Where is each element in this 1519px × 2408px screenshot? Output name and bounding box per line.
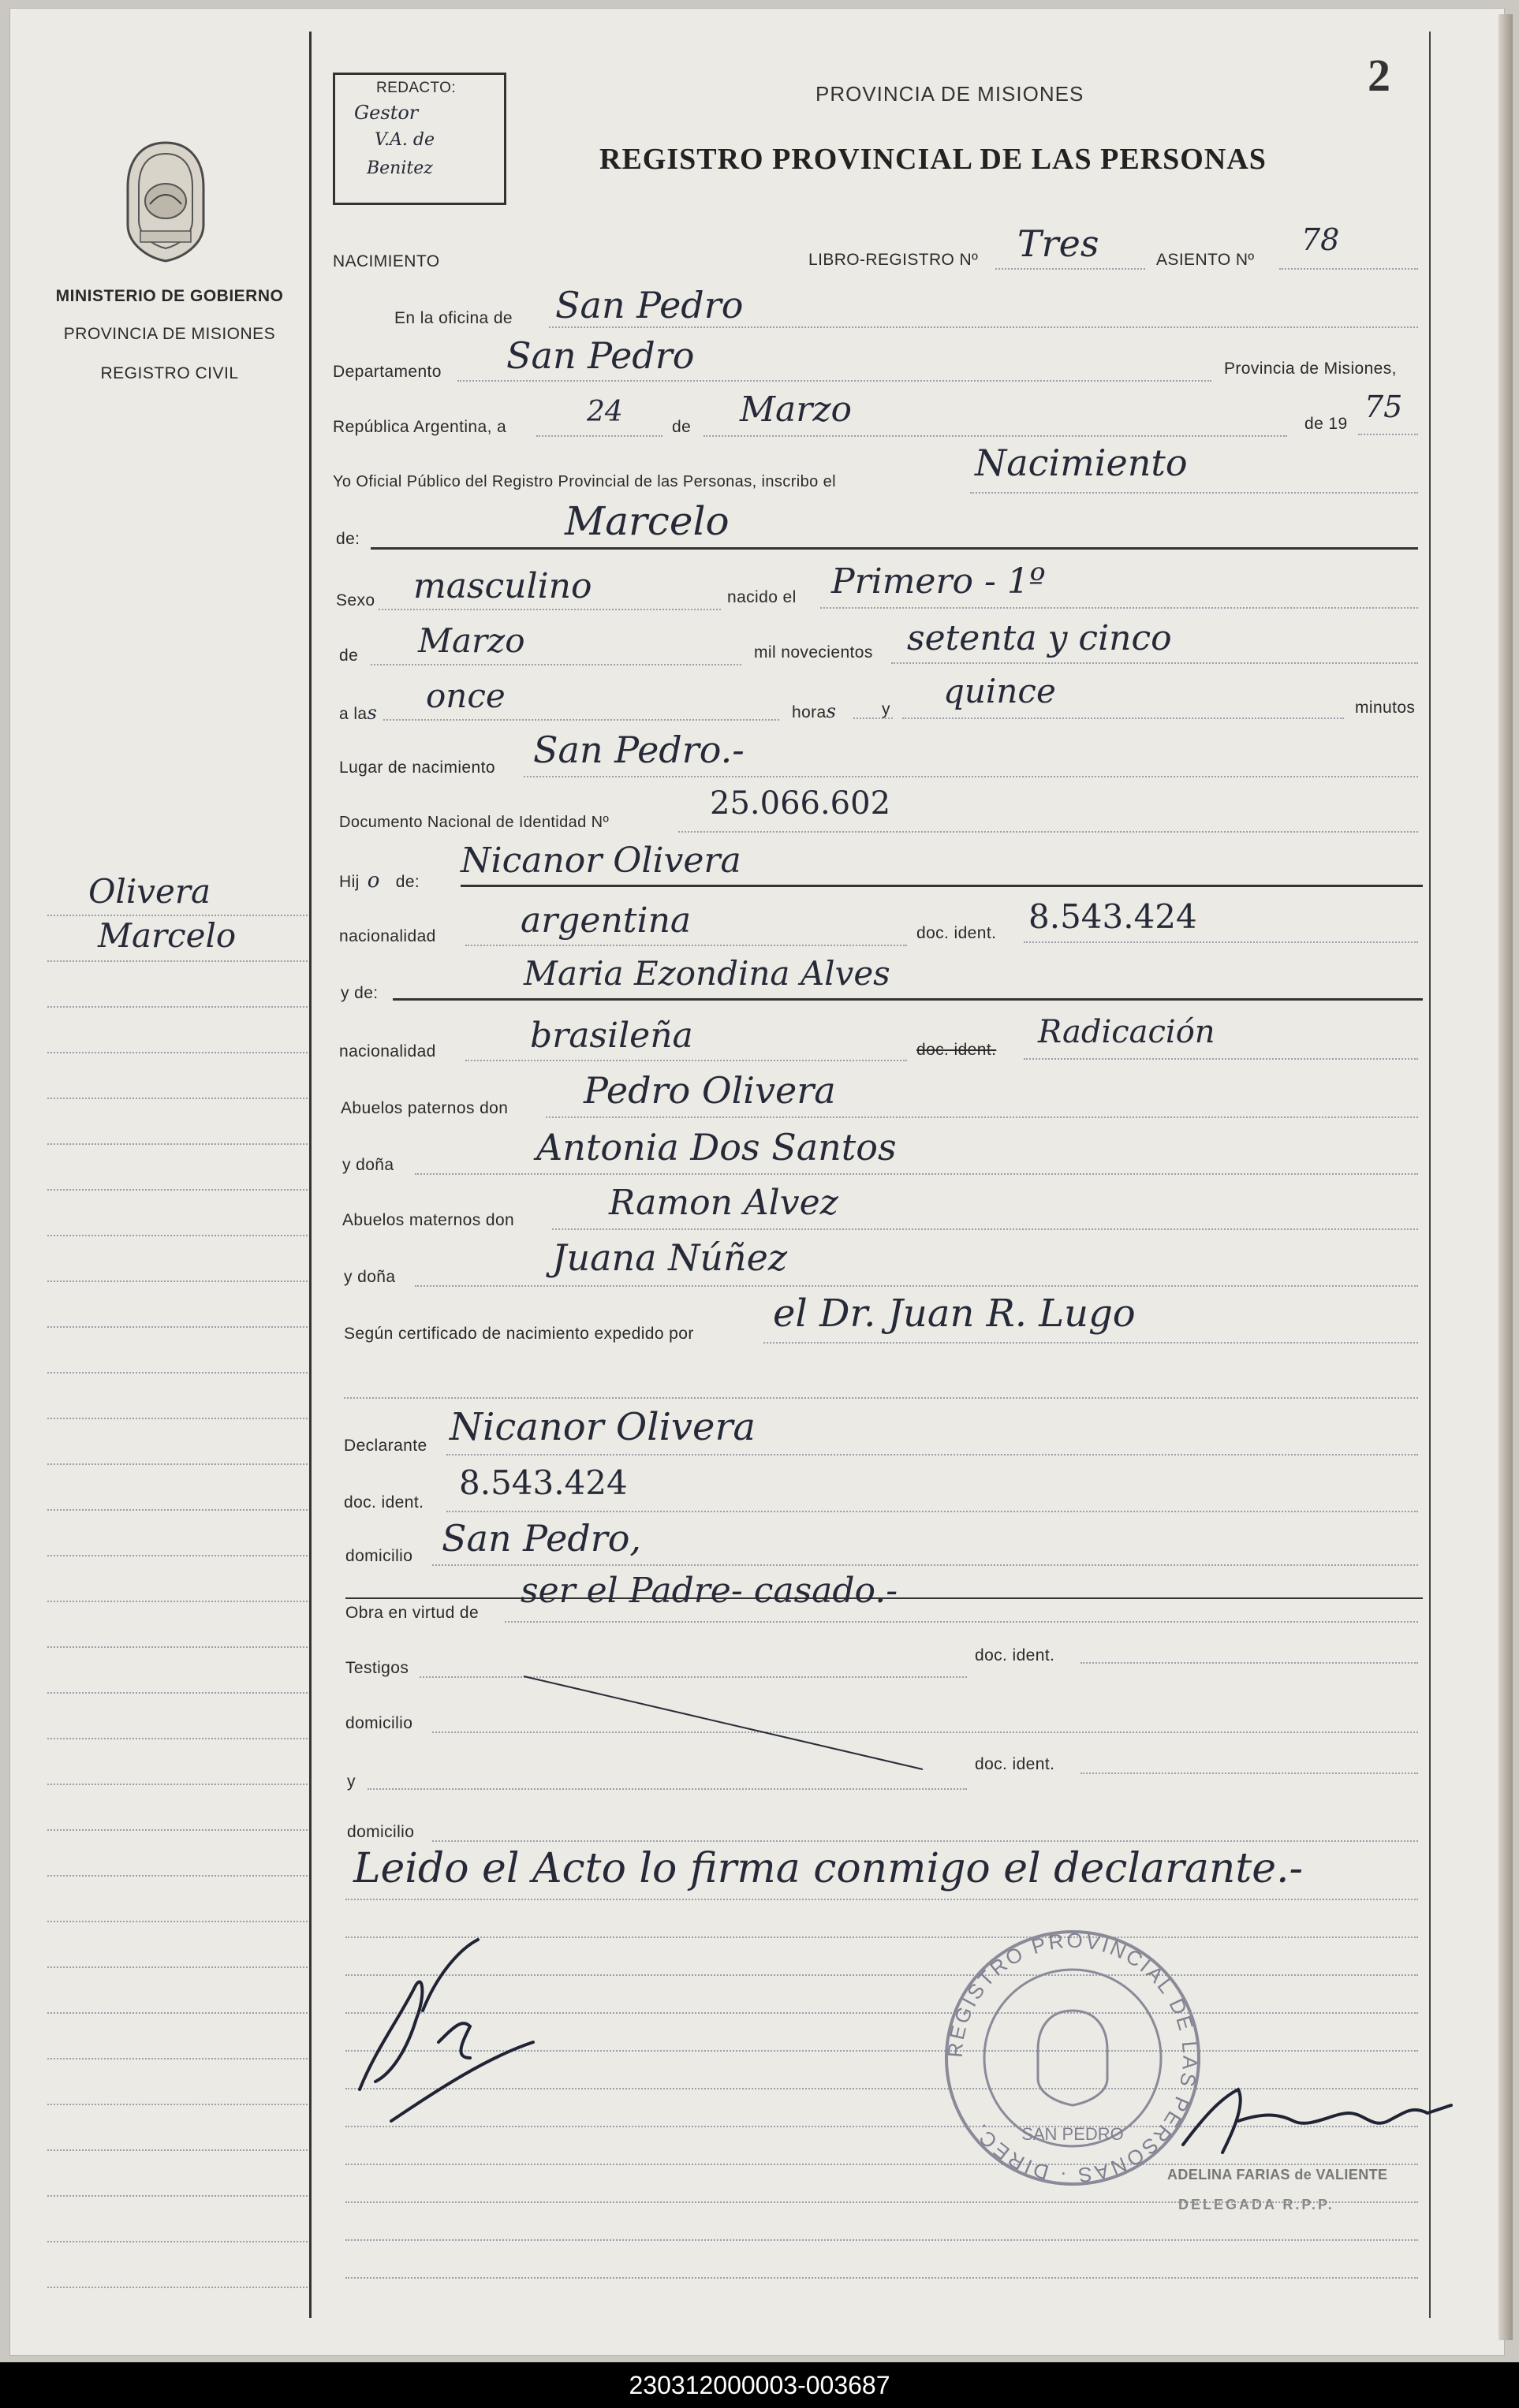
stamp-city: SAN PEDRO (1021, 2124, 1124, 2144)
horas-label-text: hora (792, 703, 827, 721)
doc-padre-label: doc. ident. (916, 924, 997, 942)
nacionalidad-madre-label: nacionalidad (339, 1042, 436, 1060)
madre-label: y de: (341, 984, 379, 1002)
province-heading: PROVINCIA DE MISIONES (815, 82, 1084, 106)
y-testigo-label: y (347, 1772, 356, 1791)
abuela-materna-label: y doña (344, 1268, 396, 1286)
official-role: DELEGADA R.P.P. (1178, 2197, 1334, 2212)
redacto-line-3: Benitez (367, 158, 433, 178)
nombre-label: de: (336, 530, 360, 548)
abuela-paterna-value: Antonia Dos Santos (536, 1126, 897, 1169)
y-label: y (882, 700, 890, 718)
domicilio3-label: domicilio (347, 1823, 415, 1841)
margin-note-surname: Olivera (88, 872, 211, 911)
svg-text:REGISTRO PROVINCIAL DE LAS PER (943, 1929, 1203, 2188)
hijo-de-label: de: (395, 873, 420, 891)
declarant-signature (344, 1924, 565, 2129)
minutos-value: quince (943, 672, 1056, 710)
redacto-line-2: V.A. de (375, 130, 435, 150)
abuela-paterna-label: y doña (342, 1156, 394, 1174)
hijo-label (339, 869, 420, 893)
strike-line (521, 1673, 931, 1776)
sexo-value: masculino (413, 566, 592, 606)
doc-madre-value: Radicación (1038, 1014, 1215, 1050)
hora-value: once (426, 677, 506, 715)
provincia-label: PROVINCIA DE MISIONES (63, 325, 276, 343)
oficina-label: En la oficina de (394, 309, 513, 327)
departamento-value: San Pedro (506, 334, 695, 377)
hijo-label-text: Hij (339, 873, 360, 891)
mes-value: Marzo (418, 621, 525, 660)
libro-value: Tres (1017, 222, 1099, 265)
asiento-label: ASIENTO Nº (1156, 251, 1255, 269)
nacido-value: Primero - 1º (831, 561, 1046, 602)
abuelos-maternos-label: Abuelos maternos don (342, 1211, 515, 1229)
testigos-label: Testigos (345, 1659, 409, 1677)
fecha-anio-label: de 19 (1304, 415, 1348, 433)
sexo-label: Sexo (336, 591, 375, 609)
libro-label: LIBRO-REGISTRO Nº (808, 251, 979, 269)
coat-of-arms-icon (117, 138, 215, 264)
domicilio2-label: domicilio (345, 1714, 413, 1732)
nacionalidad-padre-value: argentina (521, 900, 692, 941)
abuela-materna-value: Juana Núñez (552, 1236, 788, 1279)
doc-madre-label: doc. ident. (916, 1041, 997, 1059)
official-signature (1175, 2066, 1459, 2176)
domicilio-value: San Pedro, (442, 1517, 642, 1560)
certificado-value: el Dr. Juan R. Lugo (773, 1292, 1136, 1336)
obra-value: ser el Padre- casado.- (521, 1571, 898, 1611)
asiento-value: 78 (1301, 222, 1340, 257)
fecha-dia: 24 (587, 396, 623, 428)
mil-value: setenta y cinco (907, 618, 1172, 658)
nombre-value: Marcelo (565, 498, 730, 544)
y-doc-label: doc. ident. (975, 1755, 1055, 1773)
nacido-label: nacido el (727, 588, 797, 606)
official-stamp (939, 1924, 1207, 2192)
padre-value: Nicanor Olivera (461, 841, 741, 881)
nacionalidad-madre-value: brasileña (530, 1016, 693, 1056)
fecha-mes: Marzo (740, 390, 852, 430)
lugar-value: San Pedro.- (533, 729, 745, 771)
book-edge (1498, 14, 1513, 2340)
madre-value: Maria Ezondina Alves (524, 954, 890, 993)
inscribo-value: Nacimiento (975, 442, 1188, 484)
redacto-label: REDACTO: (376, 80, 457, 96)
redacto-line-1: Gestor (354, 102, 419, 124)
documento-label: Documento Nacional de Identidad Nº (339, 814, 610, 831)
nacimiento-label: NACIMIENTO (333, 252, 440, 270)
doc-padre-value: 8.543.424 (1028, 897, 1197, 936)
right-border-line (1429, 32, 1431, 2318)
closing-text: Leido el Acto lo firma conmigo el declarante.- (353, 1845, 1304, 1892)
declarante-label: Declarante (344, 1437, 427, 1455)
registro-civil-label: REGISTRO CIVIL (100, 364, 239, 382)
hora-prefix: s (367, 702, 378, 724)
obra-label: Obra en virtud de (345, 1604, 480, 1622)
nacionalidad-padre-label: nacionalidad (339, 927, 436, 945)
provincia-suffix: Provincia de Misiones, (1224, 360, 1397, 378)
domicilio-label: domicilio (345, 1547, 413, 1565)
fecha-de-label: de (672, 418, 692, 436)
doc-declarante-label: doc. ident. (344, 1493, 424, 1512)
declarante-value: Nicanor Olivera (450, 1405, 756, 1449)
abuelos-paternos-label: Abuelos paternos don (341, 1099, 509, 1117)
document-id-footer: 230312000003-003687 (0, 2362, 1519, 2408)
hijo-suffix: o (367, 869, 380, 893)
abuelos-maternos-value: Ramon Alvez (609, 1183, 838, 1223)
departamento-label: Departamento (333, 363, 442, 381)
redacto-box (333, 73, 506, 205)
official-name: ADELINA FARIAS de VALIENTE (1167, 2167, 1388, 2182)
hora-label (339, 702, 377, 724)
certificado-label: Según certificado de nacimiento expedido por (344, 1325, 694, 1343)
mes-label: de (339, 647, 359, 665)
horas-suffix: s (826, 700, 837, 722)
minutos-label: minutos (1355, 699, 1416, 717)
oficina-value: San Pedro (555, 284, 744, 326)
documento-value: 25.066.602 (710, 785, 891, 822)
lugar-label: Lugar de nacimiento (339, 759, 495, 777)
ministerio-label: MINISTERIO DE GOBIERNO (55, 287, 284, 305)
page-number: 2 (1368, 50, 1390, 101)
testigos-doc-label: doc. ident. (975, 1646, 1055, 1664)
margin-note-name: Marcelo (98, 916, 237, 955)
doc-declarante-value: 8.543.424 (459, 1463, 628, 1502)
fecha-label: República Argentina, a (333, 418, 507, 436)
hora-label-text: a la (339, 705, 368, 723)
horas-label (792, 700, 836, 722)
fecha-anio: 75 (1364, 390, 1403, 424)
page-title: REGISTRO PROVINCIAL DE LAS PERSONAS (599, 143, 1267, 176)
stamp-text: REGISTRO PROVINCIAL DE LAS PERSONAS · DIREC. (942, 1928, 1203, 2188)
mil-label: mil novecientos (754, 643, 873, 662)
inscribo-label: Yo Oficial Público del Registro Provincial de las Personas, inscribo el (333, 473, 836, 490)
abuelos-paternos-value: Pedro Olivera (584, 1069, 836, 1112)
